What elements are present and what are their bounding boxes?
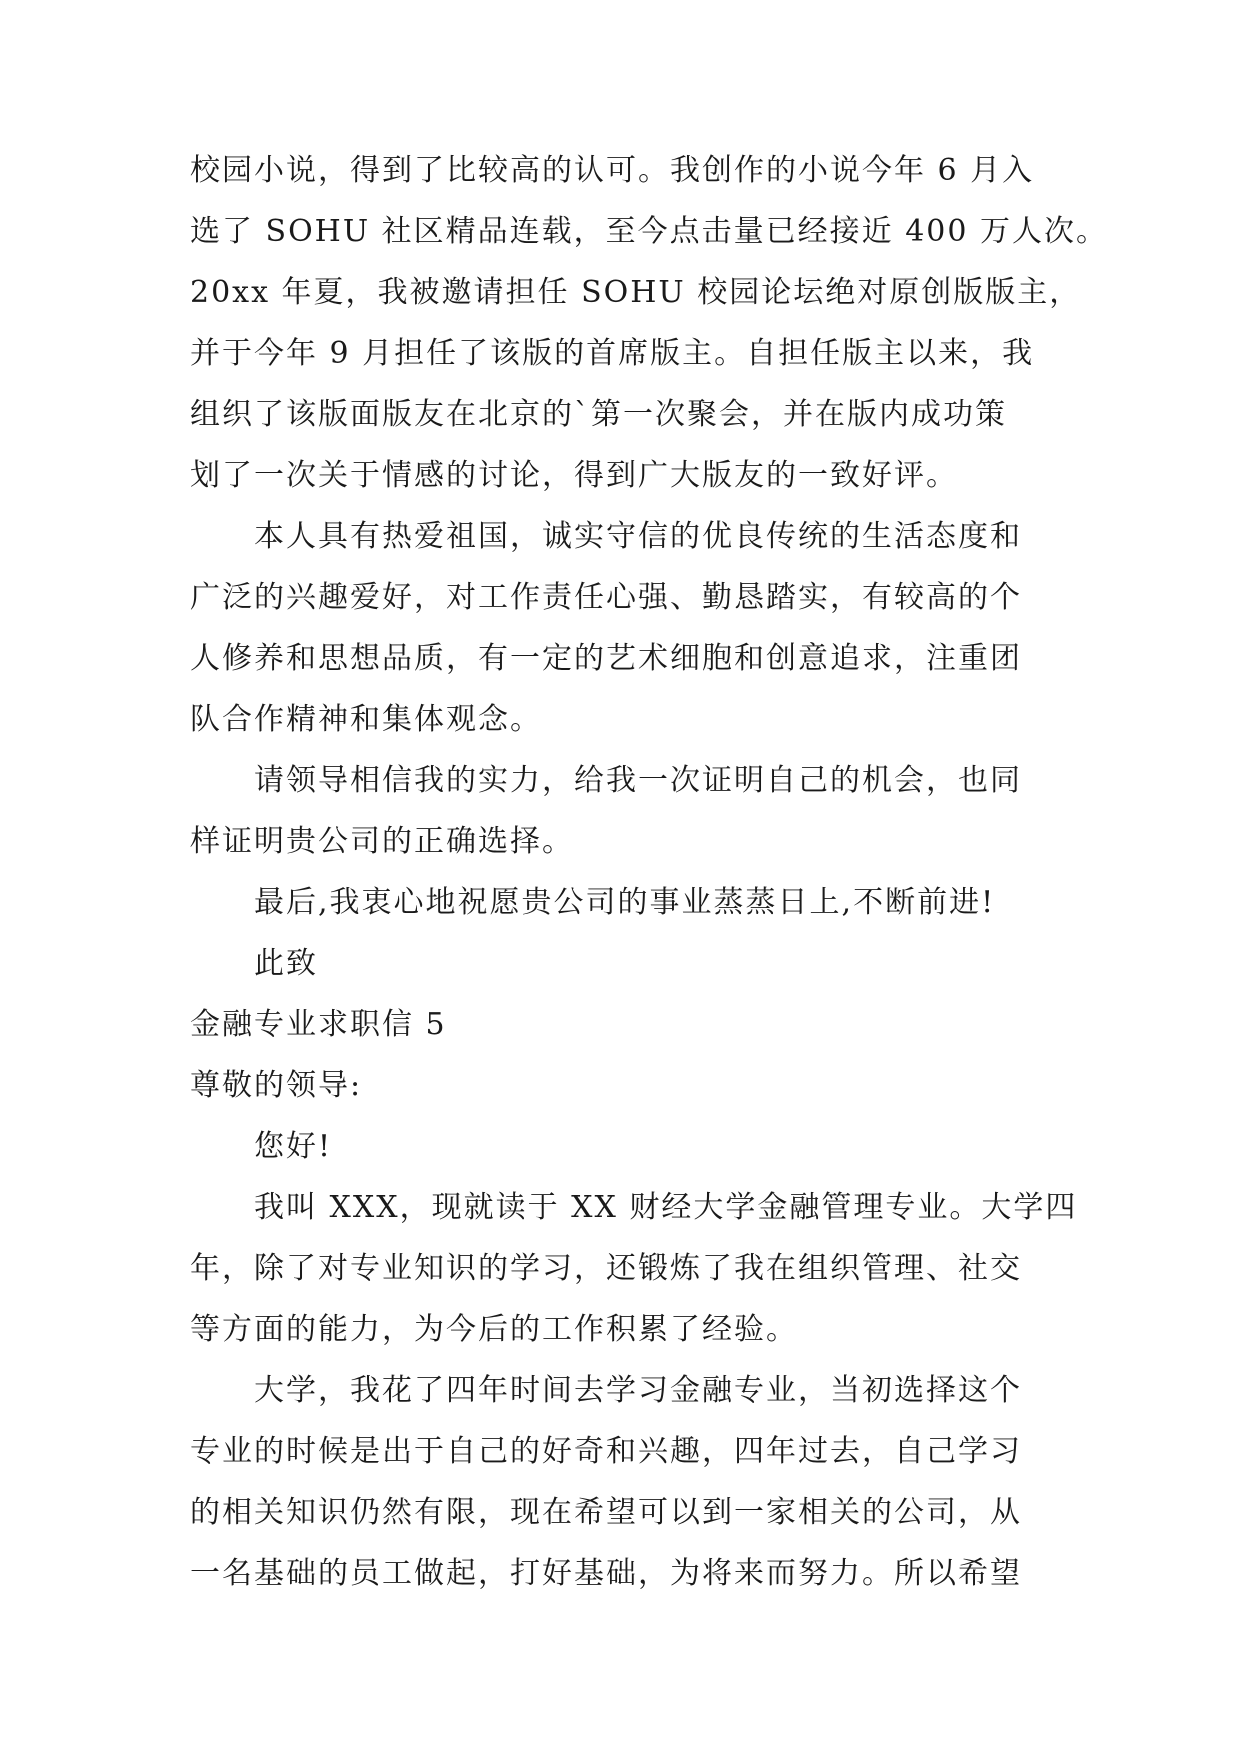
- text-line: 队合作精神和集体观念。: [190, 702, 542, 737]
- text-line: 划了一次关于情感的讨论，得到广大版友的一致好评。: [190, 458, 958, 493]
- paragraph-start-line: 我叫 XXX，现就读于 XX 财经大学金融管理专业。大学四: [254, 1190, 1078, 1225]
- greeting-hello: 您好!: [254, 1129, 333, 1164]
- paragraph-start-line: 请领导相信我的实力，给我一次证明自己的机会，也同: [254, 763, 1022, 798]
- text-line: 组织了该版面版友在北京的`第一次聚会，并在版内成功策: [190, 397, 1007, 432]
- text-line: 人修养和思想品质，有一定的艺术细胞和创意追求，注重团: [190, 641, 1022, 676]
- salutation-closing: 此致: [254, 946, 318, 981]
- greeting-line: 尊敬的领导:: [190, 1068, 363, 1103]
- section-title: 金融专业求职信 5: [190, 1007, 447, 1042]
- text-line: 选了 SOHU 社区精品连载，至今点击量已经接近 400 万人次。: [190, 214, 1108, 249]
- text-line: 专业的时候是出于自己的好奇和兴趣，四年过去，自己学习: [190, 1434, 1022, 1469]
- paragraph-start-line: 本人具有热爱祖国，诚实守信的优良传统的生活态度和: [254, 519, 1022, 554]
- text-line: 20xx 年夏，我被邀请担任 SOHU 校园论坛绝对原创版版主，: [190, 275, 1082, 310]
- text-line: 广泛的兴趣爱好，对工作责任心强、勤恳踏实，有较高的个: [190, 580, 1022, 615]
- text-line: 校园小说，得到了比较高的认可。我创作的小说今年 6 月入: [190, 153, 1035, 188]
- letter-body: [190, 140, 1108, 1604]
- text-line: 并于今年 9 月担任了该版的首席版主。自担任版主以来，我: [190, 336, 1035, 371]
- text-line: 年，除了对专业知识的学习，还锻炼了我在组织管理、社交: [190, 1251, 1022, 1286]
- closing-wish-line: 最后,我衷心地祝愿贵公司的事业蒸蒸日上,不断前进!: [254, 885, 996, 920]
- text-line: 的相关知识仍然有限，现在希望可以到一家相关的公司，从: [190, 1495, 1022, 1530]
- text-line: 等方面的能力，为今后的工作积累了经验。: [190, 1312, 798, 1347]
- text-line: 样证明贵公司的正确选择。: [190, 824, 574, 859]
- text-line: 一名基础的员工做起，打好基础，为将来而努力。所以希望: [190, 1556, 1022, 1591]
- paragraph-start-line: 大学，我花了四年时间去学习金融专业，当初选择这个: [254, 1373, 1022, 1408]
